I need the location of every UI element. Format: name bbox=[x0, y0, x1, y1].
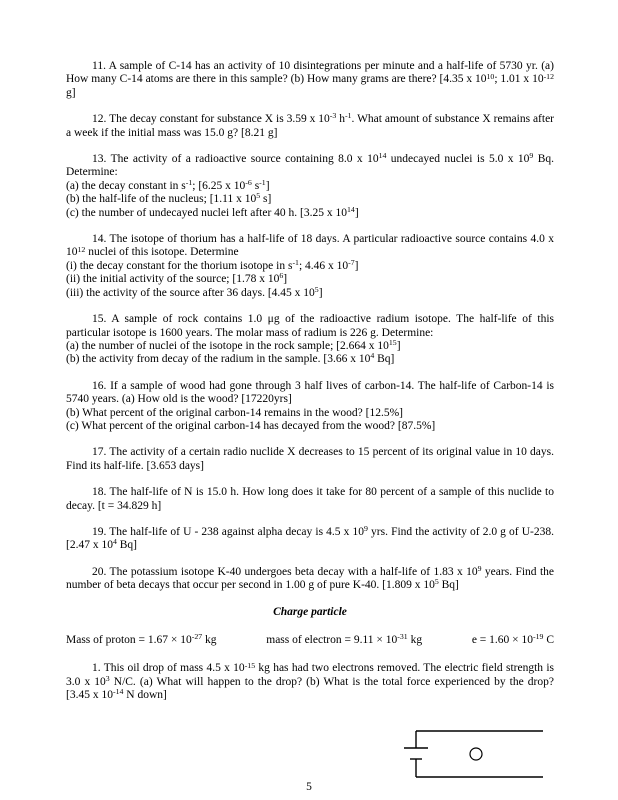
problem-14 bbox=[66, 233, 554, 300]
problem-text: 12. The decay constant for substance X is 3.59 x $10^{-3}$ $h^{-1}$. What amount of substance X remains after a week if the initial mass was 15.0 g? [8.21 g] bbox=[66, 111, 555, 139]
problem-15 bbox=[66, 313, 554, 367]
problem-13 bbox=[66, 153, 554, 220]
problem-subitem-ii: (ii) the initial activity of the source; [1.78 x $10^6$] bbox=[66, 271, 288, 286]
problem-set bbox=[66, 60, 554, 716]
problem-subitem-b: (b) What percent of the original carbon-14 remains in the wood? [12.5%] bbox=[66, 406, 404, 419]
section-title-charge-particle: Charge particle bbox=[273, 605, 347, 618]
problem-text: 20. The potassium isotope K-40 undergoes beta decay with a half-life of 1.83 x $10^9$ years. Find the number of beta decays that occur per second in 1.00 g of pure K-40. [1.809 x $10^5$ Bq] bbox=[66, 563, 554, 592]
problem-text: 16. If a sample of wood had gone through 3 half lives of carbon-14. The half-life of Carbon-14 is 5740 years. (a) How old is the wood? [17220yrs] bbox=[66, 379, 554, 406]
problem-11 bbox=[66, 60, 554, 100]
problem-text: 17. The activity of a certain radio nuclide X decreases to 15 percent of its original value in 10 days. Find its half-life. [3.653 days] bbox=[66, 446, 554, 472]
problem-text: 19. The half-life of U - 238 against alpha decay is 4.5 x $10^9$ yrs. Find the activity of 2.0 g of U-238. [2.47 x $10^4$ Bq] bbox=[66, 524, 554, 552]
constant-proton-mass: Mass of proton = $1.67 \times 10^{-27}$ kg bbox=[66, 632, 217, 646]
oil-drop-capacitor-diagram bbox=[396, 724, 548, 784]
problem-16 bbox=[66, 380, 554, 434]
constant-elementary-charge: $e = 1.60 \times 10^{-19}$ C bbox=[471, 632, 554, 646]
problem-subitem-c: (c) What percent of the original carbon-14 has decayed from the wood? [87.5%] bbox=[66, 419, 436, 432]
charge-problem-1 bbox=[66, 662, 554, 702]
problem-subitem-a: (a) the decay constant in $s^{-1}$; [6.25 x $10^{-6}$ $s^{-1}$] bbox=[66, 177, 270, 192]
problem-text: 13. The activity of a radioactive source containing 8.0 x $10^{14}$ undecayed nuclei is 5.0 x $10^9$ Bq. Determine: bbox=[66, 151, 555, 179]
problem-text: 15. A sample of rock contains 1.0 μg of the radioactive radium isotope. The half-life of this particular isotope is 1600 years. The molar mass of radium is 226 g. Determine: bbox=[66, 313, 554, 339]
problem-17 bbox=[66, 446, 554, 473]
problem-subitem-c: (c) the number of undecayed nuclei left after 40 h. [3.25 x $10^{14}$] bbox=[66, 204, 359, 219]
problem-19 bbox=[66, 526, 554, 553]
page-number: 5 bbox=[306, 781, 312, 793]
problem-subitem-a: (a) the number of nuclei of the isotope in the rock sample; [2.664 x $10^{15}$] bbox=[66, 338, 401, 352]
problem-subitem-i: (i) the decay constant for the thorium isotope in $s^{-1}$; 4.46 x $10^{-7}$] bbox=[66, 257, 359, 272]
problem-text: 14. The isotope of thorium has a half-life of 18 days. A particular radioactive source contains 4.0 x $10^{12}$ nuclei of this isotope. Determine bbox=[66, 233, 554, 259]
problem-subitem-iii: (iii) the activity of the source after 36 days. [4.45 x $10^5$] bbox=[66, 284, 323, 299]
problem-subitem-b: (b) the half-life of the nucleus; [1.11 x $10^5$ s] bbox=[66, 191, 272, 206]
problem-subitem-b: (b) the activity from decay of the radium in the sample. [3.66 x $10^4$ Bq] bbox=[66, 351, 395, 366]
problem-text: 1. This oil drop of mass 4.5 x $10^{-15}$ kg has had two electrons removed. The electric field strength is 3.0 x $10^3$ N/C. (a) What will happen to the drop? (b) What is the total force experienced by the drop? [3.45 x $10^{-14}$ N down] bbox=[66, 660, 554, 702]
problem-text: 18. The half-life of N is 15.0 h. How long does it take for 80 percent of a sample of this nuclide to decay. [t = 34.829 h] bbox=[66, 486, 554, 512]
problem-18 bbox=[66, 486, 554, 513]
constants-row bbox=[66, 634, 554, 647]
problem-text: 11. A sample of C-14 has an activity of 10 disintegrations per minute and a half-life of 5730 yr. (a) How many C-14 atoms are there in this sample? (b) How many grams are there? [4.35 x $10^{10}$; 1.01 x $10^{-12}$ g] bbox=[66, 60, 554, 99]
constant-electron-mass: mass of electron = $9.11 \times 10^{-31}$ kg bbox=[266, 632, 423, 646]
oil-drop-icon bbox=[470, 748, 482, 760]
problem-12 bbox=[66, 113, 554, 140]
problem-20 bbox=[66, 563, 554, 593]
